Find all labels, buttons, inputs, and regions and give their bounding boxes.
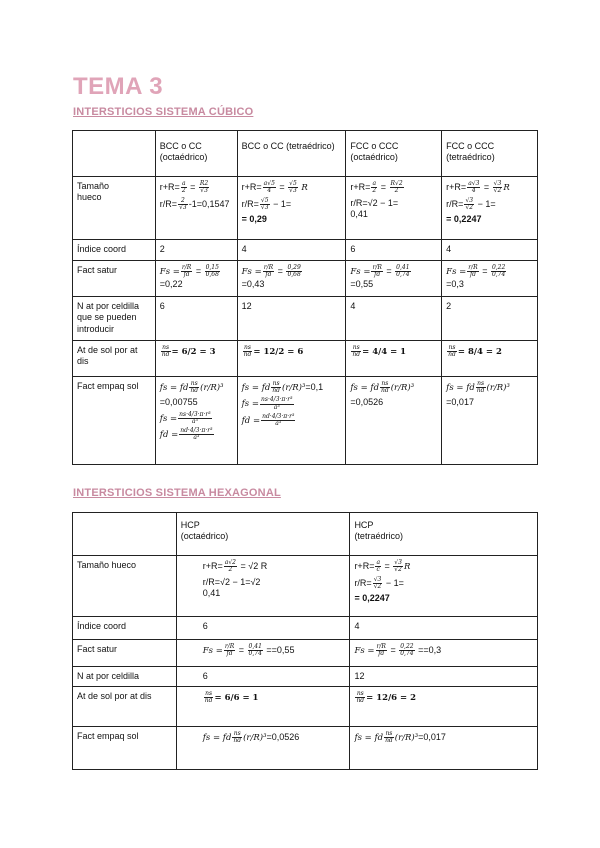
formula-text: (r/R)³ bbox=[200, 382, 224, 393]
table-cell: 4 bbox=[350, 617, 538, 640]
frac-den: √3 bbox=[260, 203, 269, 211]
table-cell: 4 bbox=[346, 297, 442, 341]
table-cell bbox=[176, 727, 350, 770]
frac-num: ns bbox=[244, 343, 251, 351]
formula-text: R bbox=[301, 183, 308, 194]
value-text: = 0,29 bbox=[241, 214, 267, 225]
frac-den: √3 bbox=[289, 187, 297, 195]
table-cell: r+R= $\frac{a√5}{4}$ = $\frac{√5}{√3}$ R r/R= $\frac{√5}{√3}$ − 1= = 0,29 bbox=[237, 177, 346, 240]
formula-text: (r/R)³ bbox=[282, 382, 306, 393]
formula-text: fs = fd bbox=[350, 382, 380, 393]
frac-num: r/R bbox=[376, 643, 386, 650]
frac-den: 0,68 bbox=[287, 271, 301, 279]
frac-den: c bbox=[376, 566, 380, 574]
formula-text: Fs = bbox=[350, 267, 371, 278]
table-cell: r+R= $\frac{a}{2}$ = $\frac{R√2}{2}$ r/R=√2 − 1= 0,41 bbox=[346, 177, 442, 240]
formula-text: (r/R)³ bbox=[390, 382, 415, 393]
value-text: 0,41 bbox=[350, 208, 368, 219]
table-cell bbox=[176, 556, 350, 617]
row-label: Fact satur bbox=[73, 261, 156, 297]
header-cell bbox=[155, 131, 237, 177]
page-title: TEMA 3 bbox=[73, 73, 164, 100]
frac-num: ns bbox=[356, 690, 364, 697]
frac-den: a³ bbox=[193, 434, 200, 442]
frac-num: nd·4/3·π·r³ bbox=[262, 412, 295, 420]
table-cell: r+R= $\frac{a√3}{4}$ = $\frac{√3}{√2}$ R r/R= $\frac{√3}{√2}$ − 1= = 0,2247 bbox=[442, 177, 538, 240]
header-text: (octaédrico) bbox=[350, 152, 398, 163]
row-label: Fact empaq sol bbox=[73, 376, 156, 464]
header-text: BCC o CC bbox=[159, 141, 202, 151]
row-label: Fact empaq sol bbox=[73, 727, 177, 770]
table-cell: 6 bbox=[176, 617, 350, 640]
frac-num: √5 bbox=[260, 196, 269, 204]
frac-den: 0,74 bbox=[400, 650, 414, 658]
frac-den: nd bbox=[243, 351, 252, 359]
table-header-row bbox=[73, 513, 538, 556]
row-label-text: Tamaño bbox=[77, 181, 110, 191]
frac-den: √2 bbox=[373, 582, 382, 590]
table-row-fact-satur bbox=[73, 640, 538, 667]
frac-den: 2 bbox=[372, 187, 377, 195]
value-text: = 0,2247 bbox=[446, 214, 482, 225]
header-cell bbox=[350, 513, 538, 556]
table-cell bbox=[346, 376, 442, 464]
value-text: =0,1 bbox=[305, 381, 324, 392]
frac-den: √3 bbox=[200, 187, 208, 195]
frac-den: a³ bbox=[273, 403, 280, 411]
formula-text: fs = bbox=[241, 399, 259, 410]
frac-num: ns bbox=[205, 690, 213, 697]
frac-den: √2 bbox=[394, 566, 402, 574]
table-cell bbox=[155, 376, 237, 464]
row-label-text: introducir bbox=[77, 323, 115, 334]
formula-text: (r/R)³ bbox=[394, 733, 419, 744]
header-text: HCP bbox=[180, 520, 200, 530]
table-cell: 4 bbox=[237, 240, 346, 261]
formula-text: (r/R)³ bbox=[243, 733, 267, 744]
frac-num: √3 bbox=[465, 196, 474, 204]
frac-num: √5 bbox=[289, 180, 297, 187]
frac-den: 2 bbox=[181, 187, 186, 195]
frac-num: r/R bbox=[372, 264, 382, 271]
formula-text: fs = fd bbox=[354, 733, 384, 744]
formula-text: fs = fd bbox=[202, 733, 232, 744]
value-text: =0,22 bbox=[159, 278, 183, 289]
frac-num: r/R bbox=[468, 264, 478, 271]
frac-num: ns bbox=[477, 379, 485, 387]
formula-text: = 6/2 = 3 bbox=[171, 346, 216, 357]
row-label-text: dis bbox=[77, 356, 89, 366]
frac-num: a√5 bbox=[263, 180, 275, 187]
table-cell: 2 bbox=[155, 240, 237, 261]
formula-text: fs = fd bbox=[241, 382, 271, 393]
formula-text: fs = bbox=[159, 413, 178, 424]
row-label bbox=[73, 340, 156, 376]
table-row-empaq bbox=[73, 727, 538, 770]
formula-text: r/R=√2 − 1= bbox=[350, 197, 399, 208]
row-label bbox=[73, 297, 156, 341]
table-cell bbox=[237, 376, 346, 464]
frac-num: √3 bbox=[373, 575, 382, 583]
formula-text: R bbox=[403, 562, 411, 573]
formula-text: = 4/4 = 1 bbox=[362, 346, 407, 357]
frac-num: r/R bbox=[181, 264, 192, 271]
frac-num: a√2 bbox=[224, 559, 236, 566]
table-cell: Fs = $\frac{r/R}{fd}$ = $\frac{0,41}{0,74}$ ==0,55 bbox=[176, 640, 350, 667]
formula-text: r+R= bbox=[350, 182, 371, 193]
value-text: =0,0526 bbox=[350, 397, 384, 408]
table-cell bbox=[155, 340, 237, 376]
header-text: FCC o CCC bbox=[350, 141, 399, 151]
frac-den: nd bbox=[161, 351, 170, 359]
formula-text: (r/R)³ bbox=[486, 382, 510, 393]
table-cell bbox=[350, 727, 538, 770]
formula-text: fs = fd bbox=[446, 382, 475, 393]
value-text: =0,43 bbox=[241, 278, 265, 289]
table-row-indice bbox=[73, 617, 538, 640]
formula-text: r+R= bbox=[241, 182, 262, 193]
frac-den: 4 bbox=[471, 187, 476, 195]
formula-text: = √2 R bbox=[240, 561, 268, 572]
value-text: =0,3 bbox=[423, 645, 442, 656]
formula-text: r/R= bbox=[446, 198, 464, 209]
value-text: =0,0526 bbox=[266, 732, 300, 743]
header-text: HCP bbox=[354, 520, 374, 530]
header-cell bbox=[73, 513, 177, 556]
row-label-text: At de sol por at bbox=[77, 344, 138, 355]
table-row-indice bbox=[73, 240, 538, 261]
frac-num: ns·4/3·π·r³ bbox=[179, 410, 211, 418]
value-text: =0,55 bbox=[350, 278, 374, 289]
frac-den: nd bbox=[385, 737, 393, 745]
row-label: Índice coord bbox=[73, 240, 156, 261]
row-label: N at por celdilla bbox=[73, 667, 177, 687]
frac-den: a³ bbox=[191, 417, 198, 425]
table-row-empaq bbox=[73, 376, 538, 464]
frac-den: √2 bbox=[493, 187, 502, 195]
table-cell: 12 bbox=[350, 667, 538, 687]
header-cell bbox=[442, 131, 538, 177]
formula-text: = 12/6 = 2 bbox=[366, 693, 417, 704]
formula-text: fd = bbox=[159, 430, 179, 441]
frac-den: nd bbox=[204, 697, 213, 705]
table-cell bbox=[350, 687, 538, 727]
frac-num: r/R bbox=[224, 643, 235, 650]
value-text: =0,017 bbox=[418, 732, 446, 743]
formula-text: Fs = bbox=[354, 646, 375, 657]
frac-num: √3 bbox=[394, 559, 402, 566]
table-cell: Fs = $\frac{r/R}{fd}$ = $\frac{0,22}{0,74}$ ==0,3 bbox=[350, 640, 538, 667]
formula-text: r/R=√2 − 1=√2 bbox=[202, 576, 261, 587]
formula-text: − 1= bbox=[385, 577, 404, 588]
frac-den: nd bbox=[476, 387, 485, 395]
frac-den: √3 bbox=[179, 203, 187, 211]
frac-num: 2 bbox=[178, 198, 188, 205]
frac-num: 0,41 bbox=[248, 643, 262, 650]
header-cell bbox=[346, 131, 442, 177]
frac-den: nd bbox=[448, 351, 456, 359]
row-label bbox=[73, 177, 156, 240]
frac-den: a³ bbox=[275, 420, 282, 428]
formula-text: r+R= bbox=[202, 561, 223, 572]
frac-den: fd bbox=[183, 271, 190, 279]
frac-den: fd bbox=[374, 271, 381, 279]
frac-num: ns bbox=[381, 379, 389, 387]
cubic-table bbox=[72, 130, 538, 465]
frac-num: nd·4/3·π·r³ bbox=[180, 427, 213, 435]
header-text: FCC o CCC bbox=[446, 141, 495, 151]
header-cell bbox=[73, 131, 156, 177]
header-text: (octaédrico) bbox=[159, 152, 208, 163]
formula-text: fd = bbox=[241, 416, 261, 427]
frac-num: ns bbox=[448, 343, 456, 351]
frac-den: 0,74 bbox=[248, 650, 262, 658]
formula-text: = 12/2 = 6 bbox=[253, 346, 304, 357]
frac-den: √2 bbox=[465, 203, 474, 211]
frac-den: 2 bbox=[394, 187, 399, 195]
row-label: Fact satur bbox=[73, 640, 177, 667]
frac-num: ns·4/3·π·r³ bbox=[261, 396, 293, 404]
frac-num: ns bbox=[162, 343, 170, 351]
formula-text: -1=0,1547 bbox=[188, 198, 230, 209]
frac-num: ns bbox=[385, 730, 393, 737]
table-cell bbox=[176, 687, 350, 727]
frac-num: 0,22 bbox=[491, 264, 506, 271]
frac-den: nd bbox=[356, 697, 365, 705]
formula-text: fs = fd bbox=[159, 382, 189, 393]
table-cell: r+R= $\frac{a}{2}$ = $\frac{R2}{√3}$ r/R= $\frac{2}{√3}$ -1=0,1547 bbox=[155, 177, 237, 240]
formula-text: r/R= bbox=[354, 577, 372, 588]
frac-den: nd bbox=[233, 737, 242, 745]
table-row-tamano bbox=[73, 556, 538, 617]
frac-den: 4 bbox=[267, 187, 272, 195]
frac-den: nd bbox=[381, 387, 389, 395]
row-label: Índice coord bbox=[73, 617, 177, 640]
formula-text: = 8/4 = 2 bbox=[457, 346, 502, 357]
table-row-tamano bbox=[73, 177, 538, 240]
value-text: =0,017 bbox=[446, 397, 474, 408]
frac-den: 0,68 bbox=[205, 271, 219, 279]
value-text: = 0,2247 bbox=[354, 593, 390, 604]
frac-num: 0,22 bbox=[400, 643, 414, 650]
frac-den: fd bbox=[469, 271, 476, 279]
frac-den: fd bbox=[265, 271, 272, 279]
frac-num: R√2 bbox=[390, 180, 403, 187]
header-text: (octaédrico) bbox=[180, 531, 229, 542]
frac-num: ns bbox=[352, 343, 360, 351]
frac-num: a bbox=[372, 180, 377, 187]
formula-text: Fs = bbox=[446, 267, 467, 278]
formula-text: r+R= bbox=[159, 182, 180, 193]
frac-den: 2 bbox=[228, 566, 233, 574]
row-label: Tamaño hueco bbox=[73, 556, 177, 617]
table-cell: r+R= $\frac{a}{c}$ = $\frac{√3}{√2}$ R r/R= $\frac{√3}{√2}$ − 1= = 0,2247 bbox=[350, 556, 538, 617]
hexagonal-table bbox=[72, 512, 538, 770]
table-row-natpor bbox=[73, 667, 538, 687]
value-text: =0,3 bbox=[446, 278, 464, 289]
table-cell: 6 bbox=[155, 297, 237, 341]
formula-text: r+R= bbox=[354, 561, 375, 572]
frac-num: a bbox=[376, 559, 381, 566]
frac-num: ns bbox=[272, 379, 280, 387]
section-cubic-heading: INTERSTICIOS SISTEMA CÚBICO bbox=[73, 106, 254, 118]
table-cell bbox=[442, 376, 538, 464]
frac-num: R2 bbox=[199, 180, 209, 187]
table-cell: Fs = $\frac{r/R}{fd}$ = $\frac{0,29}{0,68}$ =0,43 bbox=[237, 261, 346, 297]
header-text: (tetraédrico) bbox=[354, 531, 403, 542]
formula-text: r+R= bbox=[446, 182, 467, 193]
frac-num: r/R bbox=[263, 264, 274, 271]
table-cell bbox=[442, 340, 538, 376]
frac-num: ns bbox=[190, 379, 198, 387]
row-label-text: hueco bbox=[77, 192, 102, 203]
formula-text: R bbox=[503, 183, 510, 194]
frac-num: 0,29 bbox=[287, 264, 301, 271]
section-hexagonal-heading: INTERSTICIOS SISTEMA HEXAGONAL bbox=[73, 487, 281, 499]
table-cell: 4 bbox=[442, 240, 538, 261]
table-cell: Fs = $\frac{r/R}{fd}$ = $\frac{0,41}{0,74}$ =0,55 bbox=[346, 261, 442, 297]
header-text: BCC o CC (tetraédrico) bbox=[241, 141, 335, 151]
header-cell bbox=[176, 513, 350, 556]
row-label-text: que se pueden bbox=[77, 312, 137, 323]
formula-text: Fs = bbox=[241, 267, 262, 278]
table-cell: Fs = $\frac{r/R}{fd}$ = $\frac{0,15}{0,68}$ =0,22 bbox=[155, 261, 237, 297]
formula-text: − 1= bbox=[477, 198, 496, 209]
formula-text: − 1= bbox=[273, 198, 292, 209]
table-row-fact-satur bbox=[73, 261, 538, 297]
formula-text: r/R= bbox=[159, 198, 178, 209]
row-label-text: N at por celdilla bbox=[77, 301, 140, 311]
frac-den: 0,74 bbox=[491, 271, 506, 279]
formula-text: Fs = bbox=[202, 646, 223, 657]
value-text: =0,55 bbox=[271, 645, 295, 656]
frac-num: √3 bbox=[493, 180, 502, 187]
frac-den: nd bbox=[352, 351, 361, 359]
frac-den: nd bbox=[190, 387, 199, 395]
table-row-natpor bbox=[73, 297, 538, 341]
table-row-atsol bbox=[73, 687, 538, 727]
frac-num: 0,41 bbox=[396, 264, 410, 271]
formula-text: Fs = bbox=[159, 267, 180, 278]
table-header-row bbox=[73, 131, 538, 177]
frac-num: a bbox=[181, 180, 186, 187]
table-cell: 6 bbox=[346, 240, 442, 261]
table-cell: 6 bbox=[176, 667, 350, 687]
frac-num: ns bbox=[233, 730, 241, 737]
value-text: =0,00755 bbox=[159, 397, 198, 408]
table-cell: 12 bbox=[237, 297, 346, 341]
frac-num: a√3 bbox=[468, 180, 480, 187]
frac-den: fd bbox=[378, 650, 385, 658]
frac-den: nd bbox=[272, 387, 280, 395]
table-cell bbox=[237, 340, 346, 376]
frac-den: fd bbox=[226, 650, 233, 658]
table-cell: Fs = $\frac{r/R}{fd}$ = $\frac{0,22}{0,74}$ =0,3 bbox=[442, 261, 538, 297]
header-text: (tetraédrico) bbox=[446, 152, 495, 163]
frac-den: 0,74 bbox=[396, 271, 410, 279]
header-cell bbox=[237, 131, 346, 177]
table-cell: 2 bbox=[442, 297, 538, 341]
frac-num: 0,15 bbox=[205, 264, 219, 271]
table-row-atsol bbox=[73, 340, 538, 376]
formula-text: = 6/6 = 1 bbox=[214, 693, 259, 704]
table-cell bbox=[346, 340, 442, 376]
value-text: 0,41 bbox=[202, 587, 221, 598]
row-label: At de sol por at dis bbox=[73, 687, 177, 727]
